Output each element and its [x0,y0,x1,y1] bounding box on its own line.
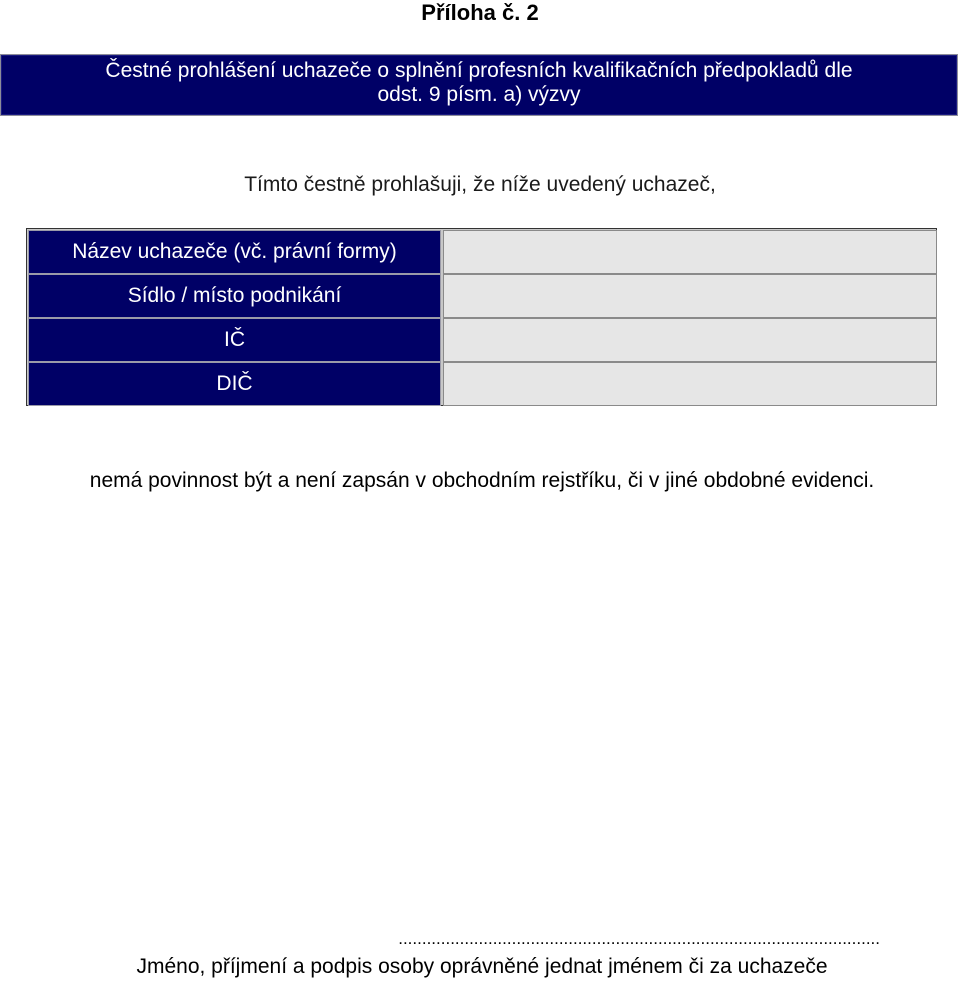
row-dic [28,362,937,406]
field-dic[interactable] [443,362,937,406]
header-line-1: Čestné prohlášení uchazeče o splnění profesních kvalifikačních předpokladů dle [105,59,853,82]
signature-dotted-line: ...................................................................................................... [398,929,880,948]
label-dic: DIČ [28,362,441,406]
label-applicant-name: Název uchazeče (vč. právní formy) [28,230,441,274]
row-registered-office [28,274,937,318]
statement-text: nemá povinnost být a není zapsán v obchodním rejstříku, či v jiné obdobné evidenci. [89,469,875,492]
row-ic [28,318,937,362]
field-applicant-name[interactable] [443,230,937,274]
intro-text: Tímto čestně prohlašuji, že níže uvedený uchazeč, [244,173,716,196]
signature-label: Jméno, příjmení a podpis osoby oprávněné jednat jménem či za uchazeče [136,955,828,978]
label-registered-office: Sídlo / místo podnikání [28,274,441,318]
declaration-header-banner [0,54,958,116]
field-ic[interactable] [443,318,937,362]
header-line-2: odst. 9 písm. a) výzvy [377,83,581,106]
row-applicant-name [28,230,937,274]
applicant-info-table [26,228,937,406]
field-registered-office[interactable] [443,274,937,318]
label-ic: IČ [28,318,441,362]
annex-title: Příloha č. 2 [421,0,539,25]
